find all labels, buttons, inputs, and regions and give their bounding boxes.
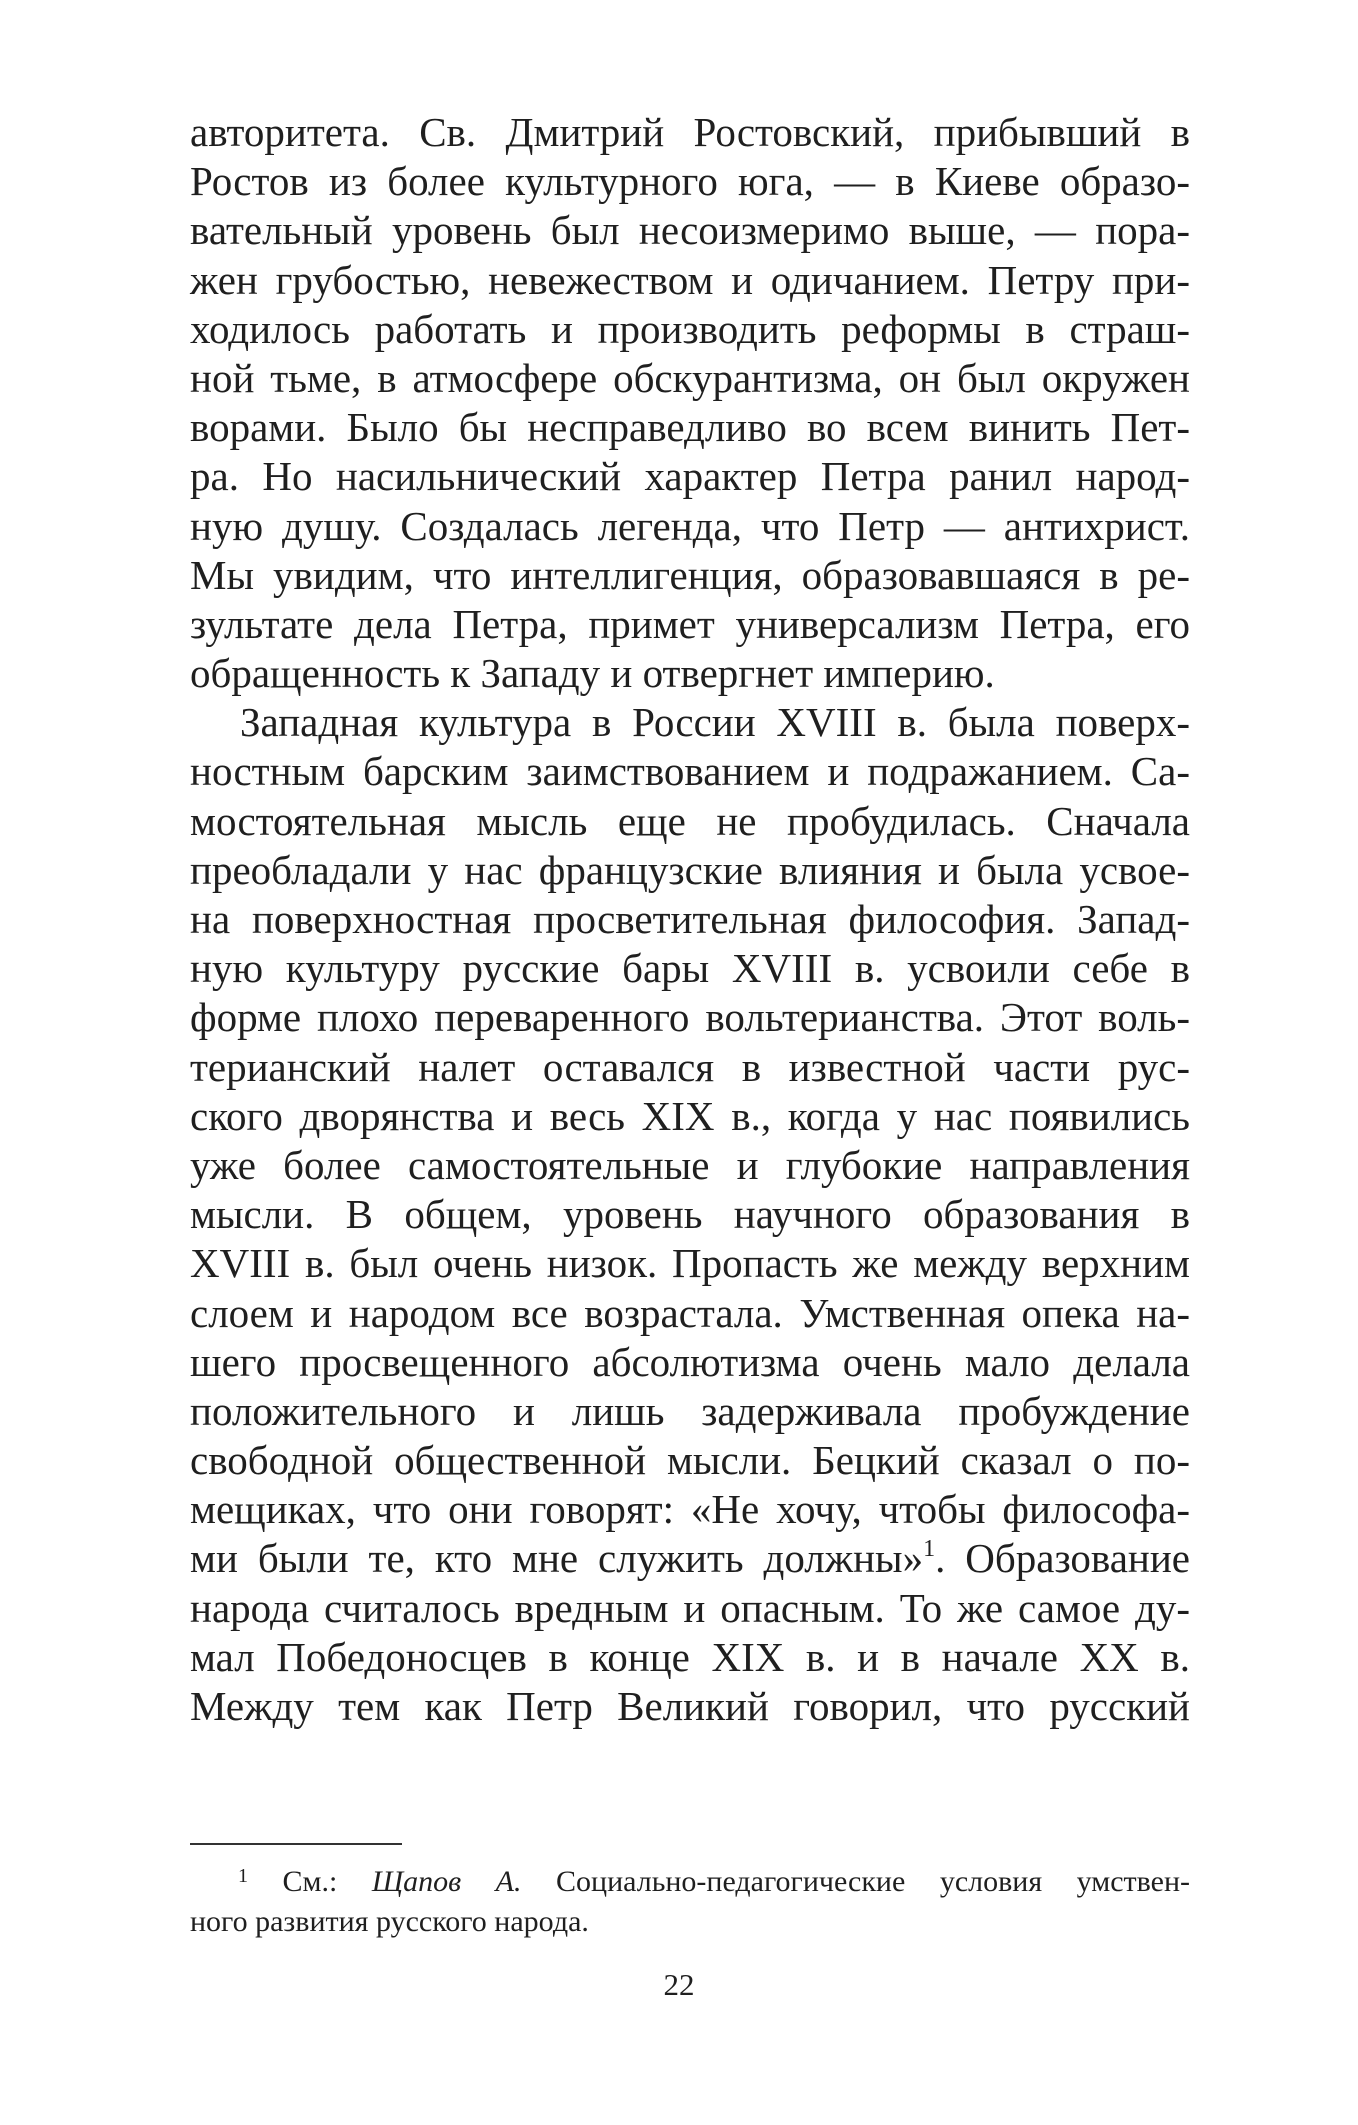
footnote-prefix: См.: bbox=[248, 1865, 372, 1898]
text-line: мостоятельная мысль еще не пробудилась. Сначала bbox=[190, 797, 1190, 844]
text-line: вательный уровень был несоизмеримо выше, — пора- bbox=[190, 207, 1190, 254]
text-fragment: ми были те, кто мне служить должны» bbox=[190, 1535, 924, 1582]
footnote-line bbox=[190, 1862, 1190, 1902]
text-line: шего просвещенного абсолютизма очень мало делала bbox=[190, 1338, 1190, 1385]
text-fragment: . Образование bbox=[935, 1535, 1190, 1582]
text-line: ворами. Было бы несправедливо во всем винить Пет- bbox=[190, 404, 1190, 451]
text-line: Между тем как Петр Великий говорил, что русский bbox=[190, 1683, 1190, 1729]
text-line: мал Победоносцев в конце XIX в. и в начале XX в. bbox=[190, 1633, 1190, 1680]
text-line: мысли. В общем, уровень научного образования в bbox=[190, 1191, 1190, 1238]
text-line: Ростов из более культурного юга, — в Киеве образо- bbox=[190, 158, 1190, 205]
text-line: XVIII в. был очень низок. Пропасть же между верхним bbox=[190, 1240, 1190, 1287]
text-line: Мы увидим, что интеллигенция, образовавшаяся в ре- bbox=[190, 551, 1190, 598]
text-line-with-footnote-ref bbox=[190, 1534, 1190, 1583]
text-line: ского дворянства и весь XIX в., когда у нас появились bbox=[190, 1092, 1190, 1139]
footnote-author: Щапов А. bbox=[371, 1865, 522, 1898]
text-line: уже более самостоятельные и глубокие направления bbox=[190, 1141, 1190, 1188]
paragraph-start-line: Западная культура в России XVIII в. была поверх- bbox=[240, 699, 1190, 746]
footnote-marker: 1 bbox=[238, 1865, 248, 1887]
footnote-divider bbox=[190, 1843, 402, 1845]
text-line: свободной общественной мысли. Бецкий сказал о по- bbox=[190, 1437, 1190, 1484]
text-line: зультате дела Петра, примет универсализм Петра, его bbox=[190, 600, 1190, 647]
text-line: ную душу. Создалась легенда, что Петр — антихрист. bbox=[190, 502, 1190, 549]
text-line: ходилось работать и производить реформы в страш- bbox=[190, 305, 1190, 352]
page-number: 22 bbox=[663, 1967, 695, 2002]
text-line: обращенность к Западу и отвергнет империю. bbox=[190, 650, 995, 697]
text-line: ную культуру русские бары XVIII в. усвоили себе в bbox=[190, 945, 1190, 992]
text-line: на поверхностная просветительная философия. Запад- bbox=[190, 896, 1190, 942]
body-text bbox=[190, 108, 1190, 1731]
text-line: авторитета. Св. Дмитрий Ростовский, прибывший в bbox=[190, 109, 1190, 155]
text-line: ной тьме, в атмосфере обскурантизма, он был окружен bbox=[190, 354, 1190, 401]
text-line: положительного и лишь задерживала пробуждение bbox=[190, 1387, 1190, 1434]
text-line: слоем и народом все возрастала. Умственная опека на- bbox=[190, 1289, 1190, 1336]
footnote-line: ного развития русского народа. bbox=[190, 1905, 589, 1938]
text-line: ра. Но насильнический характер Петра ранил народ- bbox=[190, 453, 1190, 500]
footnote-reference[interactable]: 1 bbox=[923, 1536, 936, 1563]
footnote-title: Социально-педагогические условия умствен- bbox=[521, 1865, 1190, 1898]
text-line: форме плохо переваренного вольтерианства. Этот воль- bbox=[190, 994, 1190, 1041]
text-line: ностным барским заимствованием и подражанием. Са- bbox=[190, 748, 1190, 795]
text-line: народа считалось вредным и опасным. То же самое ду- bbox=[190, 1584, 1190, 1631]
text-line: преобладали у нас французские влияния и была усвое- bbox=[190, 846, 1190, 893]
text-line: жен грубостью, невежеством и одичанием. Петру при- bbox=[190, 256, 1190, 303]
text-line: мещиках, что они говорят: «Не хочу, чтобы философа- bbox=[190, 1486, 1190, 1533]
footnote bbox=[190, 1862, 1190, 1942]
text-line: терианский налет оставался в известной части рус- bbox=[190, 1043, 1190, 1090]
